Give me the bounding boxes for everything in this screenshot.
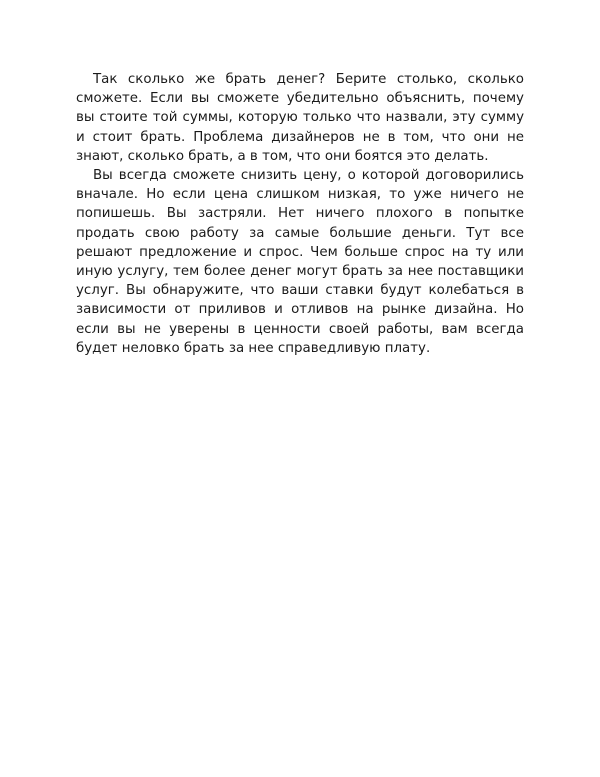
paragraph-1: Так сколько же брать денег? Берите столько, сколько сможете. Если вы сможете убедительно объяснить, почему вы стоите той суммы, которую только что назвали, эту сумму и стоит брать. Проблема дизайнеров не в том, что они не знают, сколько брать, а в том, что они боятся это делать.: [76, 72, 524, 164]
paragraph-2: Вы всегда сможете снизить цену, о которой договорились вначале. Но если цена слишком низкая, то уже ничего не попишешь. Вы застряли. Нет ничего плохого в попытке продать свою работу за самые большие деньги. Тут все решают предложение и спрос. Чем больше спрос на ту или иную услугу, тем более денег могут брать за нее поставщики услуг. Вы обнаружите, что ваши ставки будут колебаться в зависимости от приливов и отливов на рынке дизайна. Но если вы не уверены в ценности своей работы, вам всегда будет неловко брать за нее справедливую плату.: [76, 168, 524, 356]
body-text: [76, 70, 524, 358]
